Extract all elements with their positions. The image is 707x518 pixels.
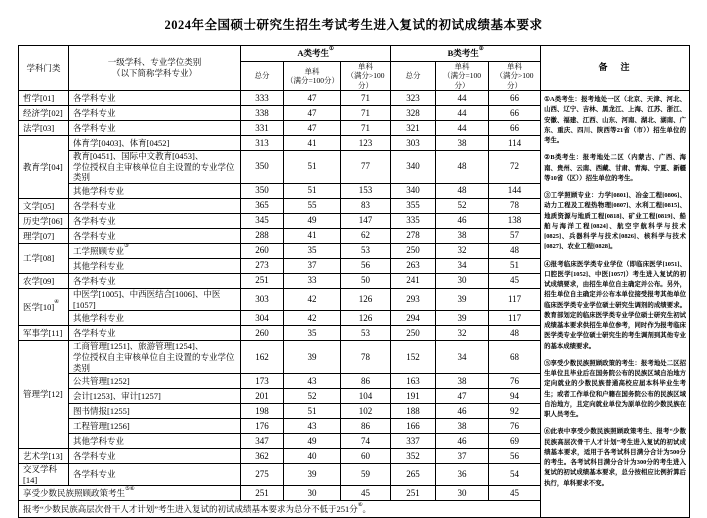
category-cell: 医学[10]④: [19, 289, 69, 326]
score-cell: 321: [391, 121, 436, 136]
score-cell: 138: [489, 214, 541, 229]
discipline-cell: 各学科专业: [69, 91, 241, 106]
score-cell: 38: [436, 136, 489, 151]
discipline-cell: 教育[0451]、国际中文教育[0453]、 学位授权自主审核单位自主设置的专业学位类别: [69, 151, 241, 184]
category-cell: 管理学[12]: [19, 341, 69, 449]
header-row-groups: [19, 46, 690, 62]
score-cell: 333: [241, 91, 284, 106]
score-cell: 42: [284, 311, 341, 326]
remark-note: ⑥此表中享受少数民族照顾政策考生、报考“少数民族高层次骨干人才计划”考生进入复试的初试成绩基本要求，适用于各考试科目满分合计为500分的考生。各考试科目满分合计为300分的考生进入复试的初试成绩基本要求，总分按相应比例折算后执行，单科要求不变。: [544, 428, 687, 487]
score-cell: 48: [436, 184, 489, 199]
score-cell: 162: [241, 341, 284, 374]
score-cell: 51: [284, 184, 341, 199]
score-cell: 263: [391, 259, 436, 274]
score-cell: 72: [489, 151, 541, 184]
score-cell: 35: [284, 244, 341, 259]
score-cell: 117: [489, 311, 541, 326]
table-row: [19, 91, 690, 106]
score-cell: 37: [436, 449, 489, 464]
score-cell: 94: [489, 389, 541, 404]
table-body: [19, 91, 690, 518]
discipline-cell: 各学科专业: [69, 121, 241, 136]
footnote-ref: ④: [54, 299, 59, 306]
score-cell: 39: [284, 341, 341, 374]
discipline-cell: 其他学科专业: [69, 259, 241, 274]
score-cell: 46: [436, 214, 489, 229]
score-cell: 55: [284, 199, 341, 214]
score-cell: 304: [241, 311, 284, 326]
score-cell: 38: [436, 229, 489, 244]
score-cell: 30: [284, 486, 341, 501]
score-cell: 288: [241, 229, 284, 244]
score-cell: 39: [284, 464, 341, 486]
score-cell: 71: [341, 91, 391, 106]
score-cell: 45: [489, 486, 541, 501]
category-cell: 工学[08]: [19, 244, 69, 274]
score-cell: 51: [489, 259, 541, 274]
remark-note: ③工学照顾专业：力学[0801]、冶金工程[0806]、动力工程及工程热物理[0807]、水利工程[0815]、地质资源与地质工程[0818]、矿业工程[0819]、船舶与海洋工程[0824]、航空宇航科学与技术[0825]、兵器科学与技术[0826]、核科学与技术[0827]、农业工程[0828]。: [544, 192, 687, 251]
score-cell: 123: [341, 136, 391, 151]
discipline-cell: 工商管理[1251]、旅游管理[1254]、 学位授权自主审核单位自主设置的专业学位类别: [69, 341, 241, 374]
score-cell: 46: [436, 434, 489, 449]
score-cell: 313: [241, 136, 284, 151]
header-remarks: 备 注: [541, 46, 690, 91]
header-group-a: [241, 46, 391, 62]
score-cell: 331: [241, 121, 284, 136]
score-table: [18, 45, 690, 518]
category-cell: 军事学[11]: [19, 326, 69, 341]
category-cell: 文学[05]: [19, 199, 69, 214]
category-cell: 哲学[01]: [19, 91, 69, 106]
score-cell: 144: [489, 184, 541, 199]
category-cell: 理学[07]: [19, 229, 69, 244]
score-cell: 147: [341, 214, 391, 229]
discipline-cell: 各学科专业: [69, 326, 241, 341]
header-subject-category: 学科门类: [19, 46, 69, 91]
score-cell: 188: [391, 404, 436, 419]
score-cell: 191: [391, 389, 436, 404]
score-cell: 76: [489, 374, 541, 389]
score-cell: 34: [436, 341, 489, 374]
score-cell: 294: [391, 311, 436, 326]
discipline-cell: 各学科专业: [69, 214, 241, 229]
remark-note: ⑤享受少数民族照顾政策的考生：报考地处二区招生单位且毕业后在国务院公布的民族区域自治地方定向就业的少数民族普通高校应届本科毕业生考生；或者工作单位和户籍在国务院公布的民族区域自治地方，且定向就业单位为原单位的少数民族在职人员考生。: [544, 359, 687, 419]
score-cell: 59: [341, 464, 391, 486]
score-cell: 350: [241, 151, 284, 184]
discipline-cell: 各学科专业: [69, 449, 241, 464]
discipline-cell: 公共管理[1252]: [69, 374, 241, 389]
score-cell: 251: [241, 274, 284, 289]
score-cell: 86: [341, 374, 391, 389]
score-cell: 48: [489, 326, 541, 341]
header-a-single-100: 单科 （满分=100分）: [284, 62, 341, 91]
footnote-ref: ⑤⑥: [125, 485, 135, 492]
discipline-cell: 体育学[0403]、体育[0452]: [69, 136, 241, 151]
category-cell: 历史学[06]: [19, 214, 69, 229]
score-cell: 74: [341, 434, 391, 449]
score-cell: 241: [391, 274, 436, 289]
score-cell: 76: [489, 419, 541, 434]
score-cell: 41: [284, 136, 341, 151]
score-cell: 34: [436, 259, 489, 274]
discipline-cell: 中医学[1005]、中西医结合[1006]、中医[1057]: [69, 289, 241, 311]
score-cell: 126: [341, 311, 391, 326]
score-cell: 32: [436, 326, 489, 341]
score-cell: 340: [391, 184, 436, 199]
discipline-cell: 工学照顾专业③: [69, 244, 241, 259]
score-cell: 352: [391, 449, 436, 464]
group-a-label: A类考生: [297, 48, 329, 59]
score-cell: 362: [241, 449, 284, 464]
score-cell: 102: [341, 404, 391, 419]
category-cell: 享受少数民族照顾政策考生⑤⑥: [19, 486, 241, 501]
discipline-cell: 其他学科专业: [69, 311, 241, 326]
score-cell: 117: [489, 289, 541, 311]
score-cell: 40: [284, 449, 341, 464]
score-cell: 152: [391, 341, 436, 374]
score-cell: 153: [341, 184, 391, 199]
header-a-single-over-100: 单科 （满分>100分）: [341, 62, 391, 91]
category-cell: 艺术学[13]: [19, 449, 69, 464]
score-cell: 49: [284, 214, 341, 229]
score-cell: 38: [436, 374, 489, 389]
score-cell: 36: [436, 464, 489, 486]
score-cell: 323: [391, 91, 436, 106]
score-cell: 260: [241, 326, 284, 341]
score-cell: 45: [489, 274, 541, 289]
page-title: 2024年全国硕士研究生招生考试考生进入复试的初试成绩基本要求: [164, 18, 543, 32]
score-cell: 92: [489, 404, 541, 419]
score-cell: 51: [284, 151, 341, 184]
remark-note: ①A类考生：报考地处一区（北京、天津、河北、山西、辽宁、吉林、黑龙江、上海、江苏、浙江、安徽、福建、江西、山东、河南、湖北、湖南、广东、重庆、四川、陕西等21省（市））招生单位的考生。: [544, 96, 687, 145]
score-cell: 278: [391, 229, 436, 244]
header-b-single-100: 单科 （满分=100分）: [436, 62, 489, 91]
category-cell: 法学[03]: [19, 121, 69, 136]
score-cell: 66: [489, 121, 541, 136]
discipline-cell: 各学科专业: [69, 106, 241, 121]
category-cell: 教育学[04]: [19, 136, 69, 199]
score-cell: 48: [489, 244, 541, 259]
score-cell: 39: [436, 311, 489, 326]
discipline-cell: 各学科专业: [69, 199, 241, 214]
score-cell: 273: [241, 259, 284, 274]
remarks-cell: [541, 91, 690, 518]
score-cell: 35: [284, 326, 341, 341]
score-cell: 52: [284, 389, 341, 404]
score-cell: 43: [284, 374, 341, 389]
header-discipline: 一级学科、专业学位类别 （以下简称学科专业）: [69, 46, 241, 91]
score-cell: 251: [241, 486, 284, 501]
score-cell: 50: [341, 274, 391, 289]
score-cell: 49: [284, 434, 341, 449]
score-cell: 68: [489, 341, 541, 374]
discipline-cell: 其他学科专业: [69, 434, 241, 449]
score-cell: 32: [436, 244, 489, 259]
score-cell: 303: [241, 289, 284, 311]
footer-note: 报考“少数民族高层次骨干人才计划”考生进入复试的初试成绩基本要求为总分不低于251分⑥。: [19, 501, 541, 518]
score-cell: 337: [391, 434, 436, 449]
score-cell: 163: [391, 374, 436, 389]
remark-note: ④报考临床医学类专业学位（即临床医学[1051]、口腔医学[1052]、中医[1057]）考生进入复试的初试成绩要求，由招生单位自主确定并公布。另外，招生单位自主确定并公布本单位接受报考其他单位临床医学类专业学位硕士研究生调剂的成绩要求。教育部划定的临床医学类专业学位硕士研究生初试成绩基本要求供招生单位参考，同时作为报考临床医学类专业学位硕士研究生的考生调剂到其他专业的基本成绩要求。: [544, 260, 687, 350]
score-cell: 71: [341, 121, 391, 136]
score-cell: 53: [341, 326, 391, 341]
score-cell: 33: [284, 274, 341, 289]
score-cell: 44: [436, 91, 489, 106]
score-cell: 47: [284, 121, 341, 136]
score-cell: 62: [341, 229, 391, 244]
score-cell: 38: [436, 419, 489, 434]
score-cell: 293: [391, 289, 436, 311]
score-cell: 52: [436, 199, 489, 214]
score-cell: 46: [436, 404, 489, 419]
score-cell: 275: [241, 464, 284, 486]
score-cell: 41: [284, 229, 341, 244]
score-cell: 104: [341, 389, 391, 404]
score-cell: 57: [489, 229, 541, 244]
discipline-cell: 会计[1253]、审计[1257]: [69, 389, 241, 404]
score-cell: 260: [241, 244, 284, 259]
score-cell: 56: [341, 259, 391, 274]
score-cell: 198: [241, 404, 284, 419]
score-cell: 54: [489, 464, 541, 486]
footnote-ref: ③: [124, 243, 129, 250]
discipline-cell: 工程管理[1256]: [69, 419, 241, 434]
score-cell: 66: [489, 91, 541, 106]
score-cell: 71: [341, 106, 391, 121]
score-cell: 44: [436, 106, 489, 121]
score-cell: 83: [341, 199, 391, 214]
footnote-ref-2: ②: [478, 45, 484, 52]
score-cell: 166: [391, 419, 436, 434]
score-cell: 44: [436, 121, 489, 136]
category-cell: 交叉学科[14]: [19, 464, 69, 486]
score-cell: 350: [241, 184, 284, 199]
category-cell: 农学[09]: [19, 274, 69, 289]
score-cell: 47: [284, 91, 341, 106]
score-cell: 51: [284, 404, 341, 419]
score-cell: 176: [241, 419, 284, 434]
discipline-cell: 各学科专业: [69, 274, 241, 289]
score-cell: 66: [489, 106, 541, 121]
score-cell: 303: [391, 136, 436, 151]
score-cell: 355: [391, 199, 436, 214]
discipline-cell: 各学科专业: [69, 229, 241, 244]
score-cell: 60: [341, 449, 391, 464]
score-cell: 173: [241, 374, 284, 389]
score-cell: 30: [436, 486, 489, 501]
score-cell: 53: [341, 244, 391, 259]
remark-note: ②B类考生：报考地处二区（内蒙古、广西、海南、贵州、云南、西藏、甘肃、青海、宁夏、新疆等10省（区））招生单位的考生。: [544, 154, 687, 182]
score-cell: 250: [391, 244, 436, 259]
score-cell: 338: [241, 106, 284, 121]
score-cell: 78: [489, 199, 541, 214]
score-cell: 77: [341, 151, 391, 184]
discipline-cell: 其他学科专业: [69, 184, 241, 199]
score-cell: 340: [391, 151, 436, 184]
category-cell: 经济学[02]: [19, 106, 69, 121]
score-cell: 114: [489, 136, 541, 151]
score-cell: 86: [341, 419, 391, 434]
footnote-ref: ⑥: [357, 501, 363, 508]
score-cell: 43: [284, 419, 341, 434]
score-cell: 201: [241, 389, 284, 404]
score-cell: 328: [391, 106, 436, 121]
score-cell: 345: [241, 214, 284, 229]
group-b-label: B类考生: [447, 48, 479, 59]
score-cell: 45: [341, 486, 391, 501]
score-cell: 56: [489, 449, 541, 464]
score-cell: 335: [391, 214, 436, 229]
score-cell: 37: [284, 259, 341, 274]
score-cell: 347: [241, 434, 284, 449]
score-cell: 47: [436, 389, 489, 404]
footnote-ref-1: ①: [328, 45, 334, 52]
score-cell: 48: [436, 151, 489, 184]
header-b-single-over-100: 单科 （满分>100分）: [489, 62, 541, 91]
header-a-total: 总分: [241, 62, 284, 91]
score-cell: 69: [489, 434, 541, 449]
score-cell: 42: [284, 289, 341, 311]
score-cell: 126: [341, 289, 391, 311]
discipline-cell: 各学科专业: [69, 464, 241, 486]
score-cell: 39: [436, 289, 489, 311]
score-cell: 251: [391, 486, 436, 501]
header-group-b: [391, 46, 541, 62]
score-cell: 250: [391, 326, 436, 341]
score-cell: 30: [436, 274, 489, 289]
score-cell: 78: [341, 341, 391, 374]
score-cell: 365: [241, 199, 284, 214]
header-b-total: 总分: [391, 62, 436, 91]
score-cell: 265: [391, 464, 436, 486]
score-cell: 47: [284, 106, 341, 121]
discipline-cell: 图书情报[1255]: [69, 404, 241, 419]
